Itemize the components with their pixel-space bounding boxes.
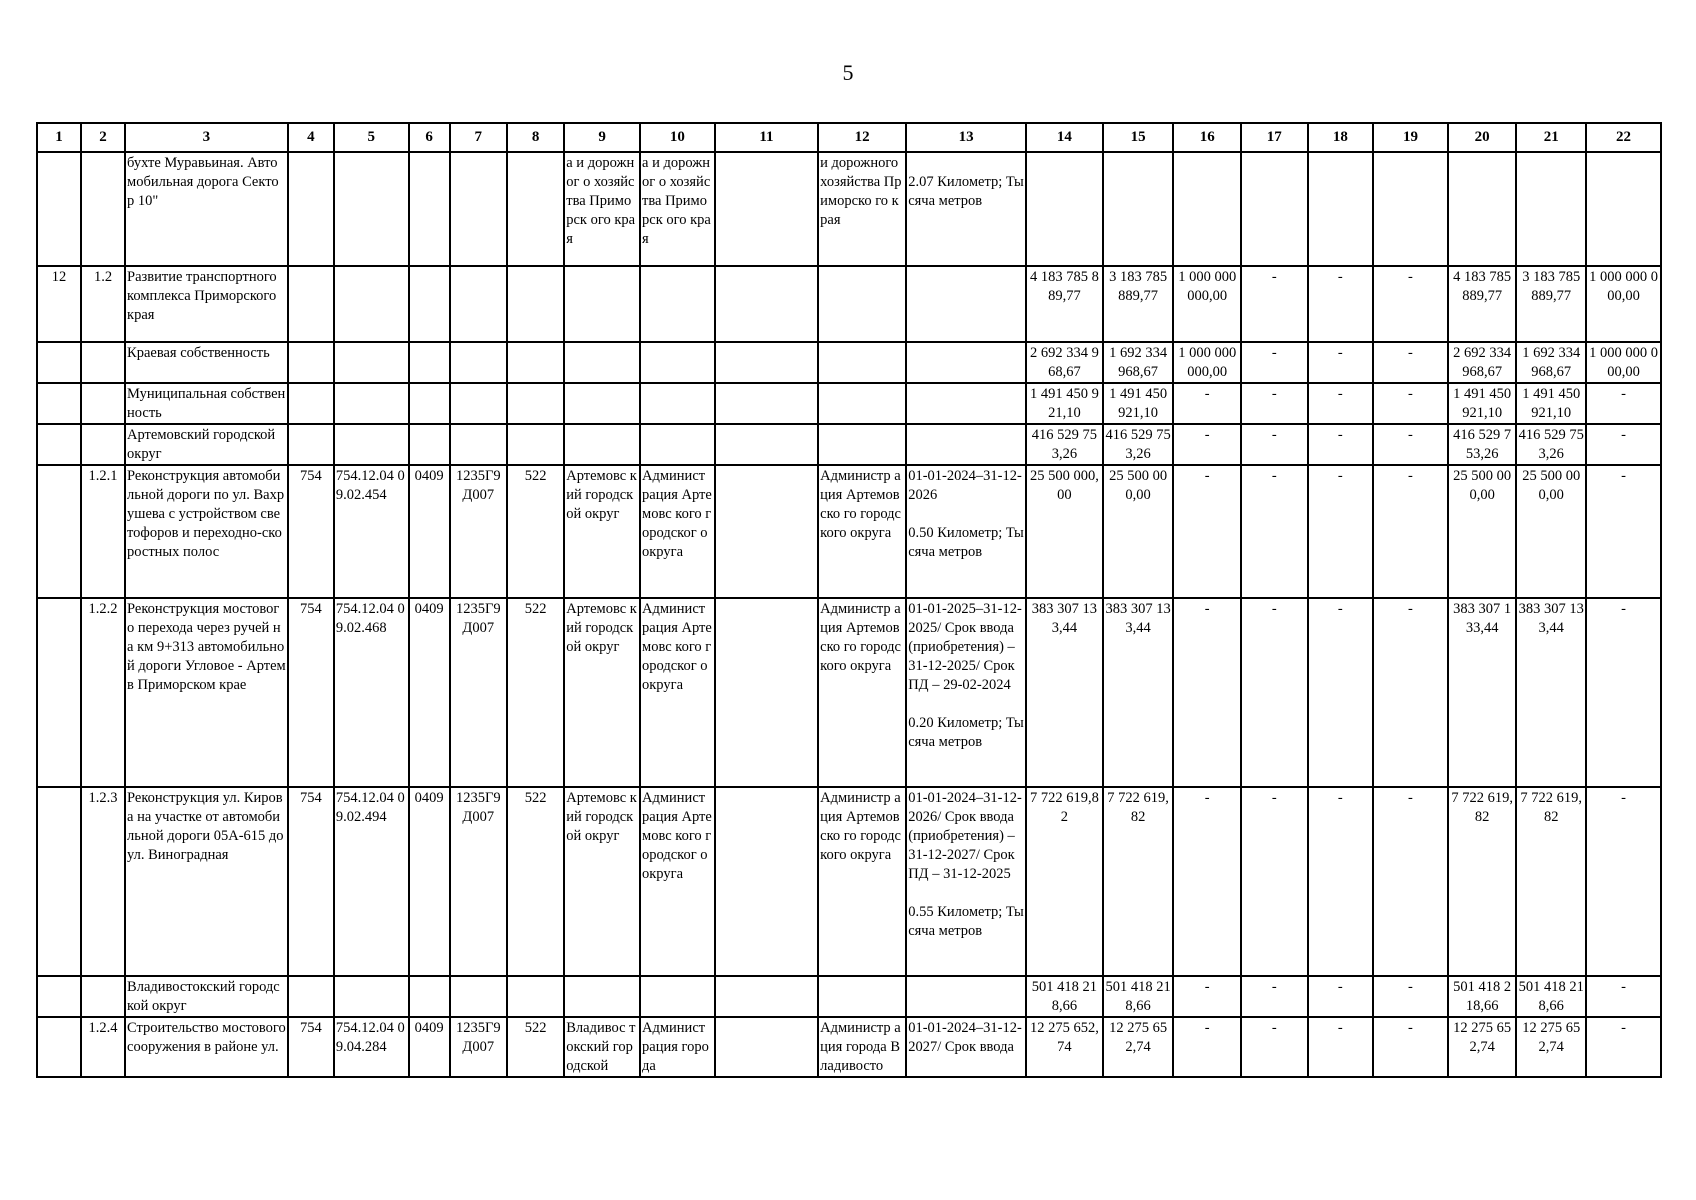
table-cell-col-1 <box>37 976 81 1017</box>
table-cell-col-16: - <box>1173 424 1241 465</box>
table-cell-col-12 <box>818 976 906 1017</box>
table-cell-col-5: 754.12.04 09.02.454 <box>334 465 409 598</box>
table-cell-col-12: Администр ация Артемовско го городского округа <box>818 598 906 787</box>
table-cell-col-3: Муниципальная собственность <box>125 383 288 424</box>
table-cell-col-9 <box>564 976 640 1017</box>
table-cell-col-11 <box>715 266 818 342</box>
table-cell-col-1 <box>37 383 81 424</box>
table-cell-col-3: Реконструкция автомобильной дороги по ул. Вахрушева с устройством светофоров и переходно-скоростных полос <box>125 465 288 598</box>
table-cell-col-11 <box>715 424 818 465</box>
table-cell-col-14: 501 418 218,66 <box>1026 976 1103 1017</box>
table-cell-col-9 <box>564 383 640 424</box>
table-cell-col-1 <box>37 424 81 465</box>
table-cell-col-18: - <box>1308 342 1374 383</box>
table-cell-col-7 <box>450 424 507 465</box>
table-cell-col-11 <box>715 383 818 424</box>
table-cell-col-19: - <box>1373 342 1448 383</box>
table-cell-col-5: 754.12.04 09.04.284 <box>334 1017 409 1077</box>
table-cell-col-18: - <box>1308 787 1374 976</box>
table-cell-col-7: 1235Г9 Д007 <box>450 465 507 598</box>
table-cell-col-12: Администр ация Артемовско го городского округа <box>818 465 906 598</box>
table-cell-col-14: 7 722 619,82 <box>1026 787 1103 976</box>
table-cell-col-20: 416 529 753,26 <box>1448 424 1517 465</box>
table-cell-col-2: 1.2.3 <box>81 787 125 976</box>
table-cell-col-19: - <box>1373 465 1448 598</box>
table-cell-col-18: - <box>1308 598 1374 787</box>
table-cell-col-11 <box>715 152 818 266</box>
table-cell-col-2 <box>81 424 125 465</box>
table-cell-col-16: - <box>1173 787 1241 976</box>
header-cell: 6 <box>409 123 450 152</box>
header-cell: 20 <box>1448 123 1517 152</box>
header-row <box>37 123 1661 152</box>
table-cell-col-3: Реконструкция мостового перехода через ручей на км 9+313 автомобильной дороги Угловое - Артем в Приморском крае <box>125 598 288 787</box>
table-cell-col-11 <box>715 1017 818 1077</box>
table-cell-col-16: - <box>1173 465 1241 598</box>
table-cell-col-6 <box>409 424 450 465</box>
table-cell-col-19: - <box>1373 383 1448 424</box>
table-cell-col-11 <box>715 342 818 383</box>
header-cell: 21 <box>1516 123 1586 152</box>
table-cell-col-4 <box>288 976 334 1017</box>
table-cell-col-17: - <box>1241 424 1308 465</box>
table-cell-col-22: - <box>1586 976 1661 1017</box>
table-cell-col-9: а и дорожног о хозяйства Приморск ого края <box>564 152 640 266</box>
table-cell-col-16: - <box>1173 976 1241 1017</box>
program-table <box>36 122 1662 1078</box>
table-cell-col-3: Артемовский городской округ <box>125 424 288 465</box>
table-cell-col-4 <box>288 383 334 424</box>
table-cell-col-13 <box>906 976 1026 1017</box>
table-cell-col-3: Реконструкция ул. Кирова на участке от автомобильной дороги 05А-615 до ул. Виноградная <box>125 787 288 976</box>
table-cell-col-6: 0409 <box>409 1017 450 1077</box>
table-cell-col-13: 01-01-2025–31-12-2025/ Срок ввода (приобретения) – 31-12-2025/ Срок ПД – 29-02-2024 0.20 Километр; Тысяча метров <box>906 598 1026 787</box>
header-cell: 5 <box>334 123 409 152</box>
table-cell-col-2: 1.2.1 <box>81 465 125 598</box>
table-cell-col-14: 416 529 753,26 <box>1026 424 1103 465</box>
table-cell-col-9: Владивос токский городской <box>564 1017 640 1077</box>
table-cell-col-3: Краевая собственность <box>125 342 288 383</box>
table-cell-col-15: 12 275 652,74 <box>1103 1017 1174 1077</box>
table-cell-col-17 <box>1241 152 1308 266</box>
table-cell-col-21: 383 307 133,44 <box>1516 598 1586 787</box>
table-cell-col-20: 501 418 218,66 <box>1448 976 1517 1017</box>
table-cell-col-22: - <box>1586 598 1661 787</box>
table-cell-col-8 <box>507 424 564 465</box>
table-cell-col-7 <box>450 976 507 1017</box>
table-cell-col-14: 383 307 133,44 <box>1026 598 1103 787</box>
table-cell-col-10: Админист рация Артемовс кого городског о округа <box>640 787 715 976</box>
table-cell-col-14: 25 500 000,00 <box>1026 465 1103 598</box>
table-cell-col-22: - <box>1586 1017 1661 1077</box>
table-cell-col-10 <box>640 976 715 1017</box>
table-row <box>37 266 1661 342</box>
table-cell-col-22: - <box>1586 787 1661 976</box>
table-cell-col-5 <box>334 976 409 1017</box>
table-cell-col-9: Артемовс кий городской округ <box>564 787 640 976</box>
table-cell-col-10: Админист рация Артемовс кого городског о округа <box>640 465 715 598</box>
table-cell-col-19: - <box>1373 1017 1448 1077</box>
table-cell-col-16 <box>1173 152 1241 266</box>
table-cell-col-22: - <box>1586 424 1661 465</box>
page-number: 5 <box>842 60 854 85</box>
table-cell-col-17: - <box>1241 383 1308 424</box>
table-row <box>37 598 1661 787</box>
table-cell-col-2: 1.2 <box>81 266 125 342</box>
table-cell-col-6 <box>409 342 450 383</box>
table-cell-col-13 <box>906 342 1026 383</box>
header-cell: 1 <box>37 123 81 152</box>
table-cell-col-9: Артемовс кий городской округ <box>564 598 640 787</box>
table-cell-col-19: - <box>1373 424 1448 465</box>
header-cell: 19 <box>1373 123 1448 152</box>
table-cell-col-8: 522 <box>507 598 564 787</box>
table-cell-col-19: - <box>1373 976 1448 1017</box>
header-cell: 18 <box>1308 123 1374 152</box>
table-cell-col-13 <box>906 424 1026 465</box>
table-cell-col-3: Владивостокский городской округ <box>125 976 288 1017</box>
table-cell-col-6 <box>409 383 450 424</box>
table-row <box>37 787 1661 976</box>
header-cell: 14 <box>1026 123 1103 152</box>
table-cell-col-8 <box>507 342 564 383</box>
table-cell-col-12: Администр ация Артемовско го городского округа <box>818 787 906 976</box>
table-cell-col-22: 1 000 000 000,00 <box>1586 266 1661 342</box>
table-cell-col-6: 0409 <box>409 787 450 976</box>
table-cell-col-13: 2.07 Километр; Тысяча метров <box>906 152 1026 266</box>
table-cell-col-12: Администр ация города Владивосто <box>818 1017 906 1077</box>
table-row <box>37 152 1661 266</box>
table-cell-col-5 <box>334 266 409 342</box>
table-cell-col-14: 1 491 450 921,10 <box>1026 383 1103 424</box>
table-cell-col-20: 2 692 334 968,67 <box>1448 342 1517 383</box>
table-cell-col-19: - <box>1373 598 1448 787</box>
table-cell-col-5 <box>334 152 409 266</box>
table-cell-col-12 <box>818 266 906 342</box>
table-cell-col-2 <box>81 976 125 1017</box>
table-cell-col-16: - <box>1173 1017 1241 1077</box>
table-cell-col-10 <box>640 383 715 424</box>
table-row <box>37 976 1661 1017</box>
table-cell-col-20: 7 722 619,82 <box>1448 787 1517 976</box>
header-cell: 22 <box>1586 123 1661 152</box>
table-cell-col-8 <box>507 383 564 424</box>
table-cell-col-1 <box>37 465 81 598</box>
table-cell-col-14 <box>1026 152 1103 266</box>
table-cell-col-12: и дорожного хозяйства Приморско го края <box>818 152 906 266</box>
table-cell-col-16: - <box>1173 598 1241 787</box>
table-cell-col-15: 501 418 218,66 <box>1103 976 1174 1017</box>
table-cell-col-8 <box>507 266 564 342</box>
table-cell-col-15: 25 500 000,00 <box>1103 465 1174 598</box>
table-cell-col-7 <box>450 342 507 383</box>
table-cell-col-8: 522 <box>507 787 564 976</box>
table-cell-col-18: - <box>1308 266 1374 342</box>
header-cell: 8 <box>507 123 564 152</box>
table-cell-col-21: 12 275 652,74 <box>1516 1017 1586 1077</box>
table-row <box>37 342 1661 383</box>
table-cell-col-1 <box>37 152 81 266</box>
table-cell-col-11 <box>715 976 818 1017</box>
table-cell-col-5 <box>334 342 409 383</box>
table-cell-col-4 <box>288 152 334 266</box>
table-cell-col-16: 1 000 000 000,00 <box>1173 266 1241 342</box>
table-cell-col-21: 25 500 000,00 <box>1516 465 1586 598</box>
table-cell-col-17: - <box>1241 342 1308 383</box>
table-cell-col-2 <box>81 342 125 383</box>
table-cell-col-14: 12 275 652,74 <box>1026 1017 1103 1077</box>
table-cell-col-17: - <box>1241 465 1308 598</box>
header-cell: 3 <box>125 123 288 152</box>
table-cell-col-19: - <box>1373 266 1448 342</box>
table-cell-col-15: 383 307 133,44 <box>1103 598 1174 787</box>
table-cell-col-3: Развитие транспортного комплекса Приморского края <box>125 266 288 342</box>
table-cell-col-10: Админист рация города <box>640 1017 715 1077</box>
table-cell-col-15 <box>1103 152 1174 266</box>
table-cell-col-17: - <box>1241 1017 1308 1077</box>
table-cell-col-5 <box>334 424 409 465</box>
table-cell-col-20: 1 491 450 921,10 <box>1448 383 1517 424</box>
table-cell-col-7: 1235Г9 Д007 <box>450 787 507 976</box>
table-cell-col-7: 1235Г9 Д007 <box>450 598 507 787</box>
table-cell-col-9 <box>564 424 640 465</box>
table-cell-col-8: 522 <box>507 1017 564 1077</box>
table-cell-col-13: 01-01-2024–31-12-2026 0.50 Километр; Тысяча метров <box>906 465 1026 598</box>
header-cell: 9 <box>564 123 640 152</box>
table-row <box>37 465 1661 598</box>
table-cell-col-1 <box>37 787 81 976</box>
table-cell-col-22: - <box>1586 465 1661 598</box>
table-cell-col-20: 383 307 133,44 <box>1448 598 1517 787</box>
header-cell: 17 <box>1241 123 1308 152</box>
table-cell-col-17: - <box>1241 266 1308 342</box>
table-cell-col-15: 416 529 753,26 <box>1103 424 1174 465</box>
table-cell-col-21 <box>1516 152 1586 266</box>
table-cell-col-22: 1 000 000 000,00 <box>1586 342 1661 383</box>
table-cell-col-2 <box>81 383 125 424</box>
table-cell-col-7 <box>450 152 507 266</box>
header-cell: 12 <box>818 123 906 152</box>
table-cell-col-9 <box>564 342 640 383</box>
header-cell: 2 <box>81 123 125 152</box>
table-cell-col-2 <box>81 152 125 266</box>
table-cell-col-6: 0409 <box>409 598 450 787</box>
table-cell-col-6 <box>409 976 450 1017</box>
table-cell-col-4 <box>288 266 334 342</box>
table-cell-col-10: а и дорожног о хозяйства Приморск ого края <box>640 152 715 266</box>
table-cell-col-19: - <box>1373 787 1448 976</box>
table-cell-col-3: бухте Муравьиная. Автомобильная дорога Сектор 10" <box>125 152 288 266</box>
table-row <box>37 1017 1661 1077</box>
table-cell-col-16: 1 000 000 000,00 <box>1173 342 1241 383</box>
table-cell-col-16: - <box>1173 383 1241 424</box>
table-cell-col-9 <box>564 266 640 342</box>
table-cell-col-20: 4 183 785 889,77 <box>1448 266 1517 342</box>
table-cell-col-3: Строительство мостового сооружения в районе ул. <box>125 1017 288 1077</box>
table-cell-col-17: - <box>1241 976 1308 1017</box>
table-cell-col-4: 754 <box>288 787 334 976</box>
table-cell-col-4: 754 <box>288 598 334 787</box>
table-cell-col-2: 1.2.4 <box>81 1017 125 1077</box>
table-cell-col-1: 12 <box>37 266 81 342</box>
table-cell-col-1 <box>37 598 81 787</box>
table-cell-col-2: 1.2.2 <box>81 598 125 787</box>
table-cell-col-19 <box>1373 152 1448 266</box>
table-cell-col-5 <box>334 383 409 424</box>
table-cell-col-18 <box>1308 152 1374 266</box>
header-cell: 16 <box>1173 123 1241 152</box>
table-cell-col-12 <box>818 342 906 383</box>
table-cell-col-18: - <box>1308 976 1374 1017</box>
header-cell: 4 <box>288 123 334 152</box>
table-cell-col-7 <box>450 266 507 342</box>
table-cell-col-17: - <box>1241 787 1308 976</box>
table-cell-col-11 <box>715 787 818 976</box>
table-cell-col-10: Админист рация Артемовс кого городског о округа <box>640 598 715 787</box>
table-cell-col-6: 0409 <box>409 465 450 598</box>
table-cell-col-18: - <box>1308 424 1374 465</box>
table-cell-col-4 <box>288 424 334 465</box>
table-cell-col-9: Артемовс кий городской округ <box>564 465 640 598</box>
table-cell-col-21: 3 183 785 889,77 <box>1516 266 1586 342</box>
table-cell-col-15: 3 183 785 889,77 <box>1103 266 1174 342</box>
table-cell-col-20: 12 275 652,74 <box>1448 1017 1517 1077</box>
table-row <box>37 424 1661 465</box>
table-cell-col-8 <box>507 152 564 266</box>
table-cell-col-5: 754.12.04 09.02.494 <box>334 787 409 976</box>
table-cell-col-4 <box>288 342 334 383</box>
table-cell-col-21: 501 418 218,66 <box>1516 976 1586 1017</box>
header-cell: 10 <box>640 123 715 152</box>
table-cell-col-18: - <box>1308 465 1374 598</box>
table-cell-col-13: 01-01-2024–31-12-2027/ Срок ввода <box>906 1017 1026 1077</box>
table-cell-col-1 <box>37 1017 81 1077</box>
table-cell-col-10 <box>640 424 715 465</box>
table-cell-col-22: - <box>1586 383 1661 424</box>
table-cell-col-12 <box>818 383 906 424</box>
table-cell-col-8: 522 <box>507 465 564 598</box>
table-cell-col-13 <box>906 383 1026 424</box>
header-cell: 11 <box>715 123 818 152</box>
table-cell-col-20: 25 500 000,00 <box>1448 465 1517 598</box>
table-cell-col-10 <box>640 342 715 383</box>
table-cell-col-17: - <box>1241 598 1308 787</box>
table-cell-col-4: 754 <box>288 465 334 598</box>
table-cell-col-7 <box>450 383 507 424</box>
table-cell-col-13 <box>906 266 1026 342</box>
table-cell-col-21: 1 491 450 921,10 <box>1516 383 1586 424</box>
header-cell: 13 <box>906 123 1026 152</box>
table-cell-col-21: 1 692 334 968,67 <box>1516 342 1586 383</box>
table-cell-col-15: 1 692 334 968,67 <box>1103 342 1174 383</box>
header-cell: 7 <box>450 123 507 152</box>
table-cell-col-11 <box>715 598 818 787</box>
table-cell-col-18: - <box>1308 1017 1374 1077</box>
table-cell-col-22 <box>1586 152 1661 266</box>
table-cell-col-13: 01-01-2024–31-12-2026/ Срок ввода (приобретения) – 31-12-2027/ Срок ПД – 31-12-2025 0.55 Километр; Тысяча метров <box>906 787 1026 976</box>
table-cell-col-21: 7 722 619,82 <box>1516 787 1586 976</box>
table-row <box>37 383 1661 424</box>
table-cell-col-10 <box>640 266 715 342</box>
table-cell-col-6 <box>409 266 450 342</box>
table-cell-col-20 <box>1448 152 1517 266</box>
table-cell-col-8 <box>507 976 564 1017</box>
table-cell-col-21: 416 529 753,26 <box>1516 424 1586 465</box>
table-cell-col-4: 754 <box>288 1017 334 1077</box>
table-cell-col-18: - <box>1308 383 1374 424</box>
table-cell-col-6 <box>409 152 450 266</box>
table-cell-col-12 <box>818 424 906 465</box>
table-cell-col-5: 754.12.04 09.02.468 <box>334 598 409 787</box>
table-cell-col-1 <box>37 342 81 383</box>
header-cell: 15 <box>1103 123 1174 152</box>
table-cell-col-15: 1 491 450 921,10 <box>1103 383 1174 424</box>
table-cell-col-7: 1235Г9 Д007 <box>450 1017 507 1077</box>
table-cell-col-11 <box>715 465 818 598</box>
table-cell-col-15: 7 722 619,82 <box>1103 787 1174 976</box>
table-cell-col-14: 4 183 785 889,77 <box>1026 266 1103 342</box>
table-cell-col-14: 2 692 334 968,67 <box>1026 342 1103 383</box>
